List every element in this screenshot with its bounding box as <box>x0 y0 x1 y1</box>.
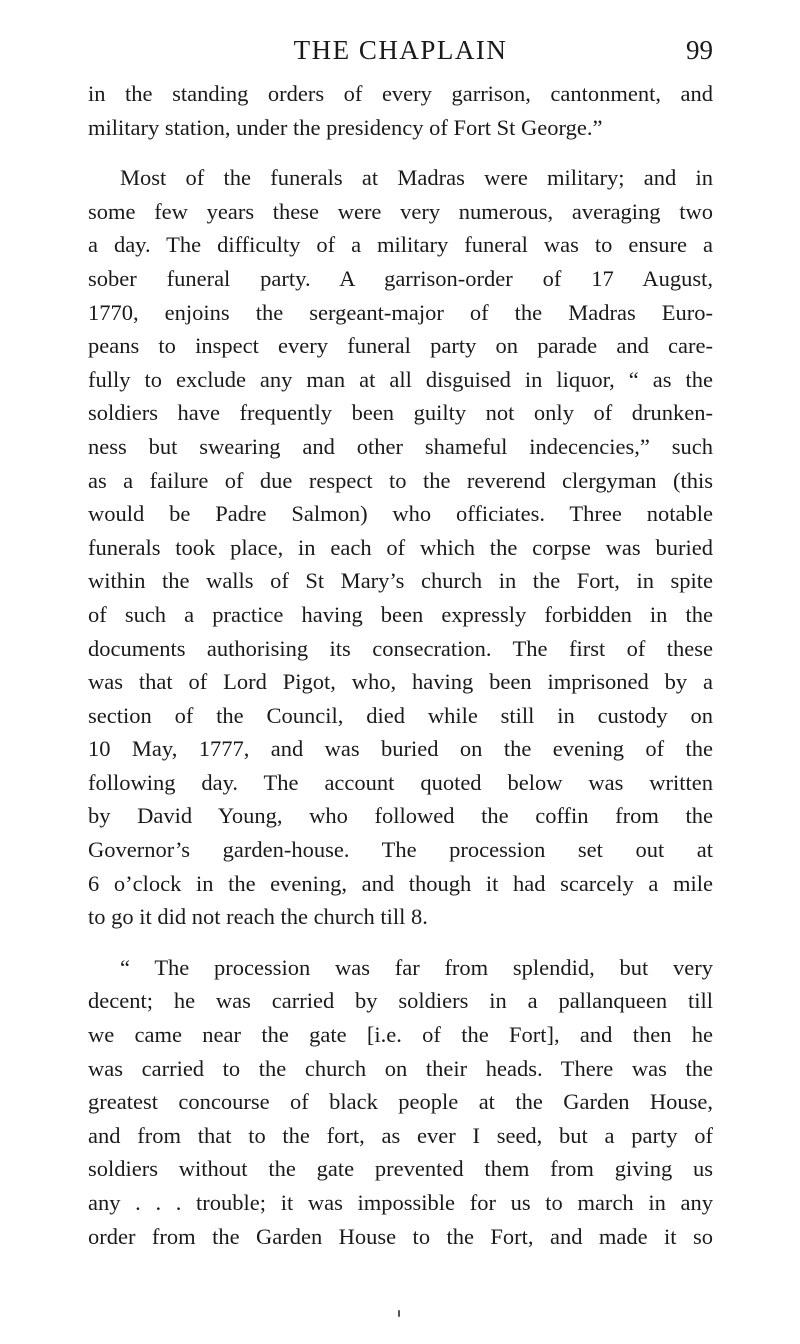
text-line: some few years these were very numerous, averaging two <box>88 198 713 224</box>
paragraph <box>88 77 713 144</box>
text-line: 1770, enjoins the sergeant-major of the Madras Euro- <box>88 299 713 325</box>
text-line: greatest concourse of black people at the Garden House, <box>88 1089 713 1115</box>
text-line: “ The procession was far from splendid, but very <box>120 954 713 980</box>
text-line: fully to exclude any man at all disguised in liquor, “ as the <box>88 366 713 392</box>
running-head <box>88 30 713 70</box>
text-line: following day. The account quoted below was written <box>88 769 713 795</box>
text-line: peans to inspect every funeral party on parade and care- <box>88 333 713 359</box>
text-line: within the walls of St Mary’s church in the Fort, in spite <box>88 568 713 594</box>
paragraph <box>88 951 713 1253</box>
text-line: Most of the funerals at Madras were military; and in <box>120 165 713 191</box>
text-line: soldiers without the gate prevented them from giving us <box>88 1156 713 1182</box>
text-line: sober funeral party. A garrison-order of 17 August, <box>88 265 713 291</box>
text-line: section of the Council, died while still in custody on <box>88 702 713 728</box>
text-line: ness but swearing and other shameful indecencies,” such <box>88 433 713 459</box>
text-line: any . . . trouble; it was impossible for us to march in any <box>88 1190 713 1215</box>
text-line: by David Young, who followed the coffin from the <box>88 803 713 829</box>
text-line: order from the Garden House to the Fort, and made it so <box>88 1223 713 1249</box>
text-line: a day. The difficulty of a military funeral was to ensure a <box>88 232 713 258</box>
text-line: and from that to the fort, as ever I seed, but a party of <box>88 1122 713 1148</box>
text-line: soldiers have frequently been guilty not only of drunken- <box>88 400 713 426</box>
text-line: we came near the gate [i.e. of the Fort], and then he <box>88 1022 713 1048</box>
running-title: THE CHAPLAIN <box>293 35 508 65</box>
body-text <box>88 77 713 1253</box>
text-line: of such a practice having been expressly forbidden in the <box>88 601 713 627</box>
text-line: 6 o’clock in the evening, and though it had scarcely a mile <box>88 870 713 896</box>
text-line: was that of Lord Pigot, who, having been imprisoned by a <box>88 669 713 695</box>
text-line: was carried to the church on their heads. There was the <box>88 1055 713 1081</box>
text-line: to go it did not reach the church till 8. <box>88 904 428 930</box>
text-line: Governor’s garden-house. The procession set out at <box>88 837 713 863</box>
page-number: 99 <box>686 35 713 65</box>
print-speck <box>398 1310 400 1317</box>
text-line: would be Padre Salmon) who officiates. Three notable <box>88 501 713 527</box>
paragraph <box>88 161 713 934</box>
text-line: documents authorising its consecration. The first of these <box>88 635 713 661</box>
text-line: 10 May, 1777, and was buried on the evening of the <box>88 736 713 762</box>
text-line: military station, under the presidency of Fort St George.” <box>88 114 603 140</box>
text-line: decent; he was carried by soldiers in a pallanqueen till <box>88 988 713 1014</box>
text-line: as a failure of due respect to the reverend clergyman (this <box>88 467 713 493</box>
text-line: funerals took place, in each of which the corpse was buried <box>88 534 713 560</box>
text-line: in the standing orders of every garrison, cantonment, and <box>88 81 713 106</box>
